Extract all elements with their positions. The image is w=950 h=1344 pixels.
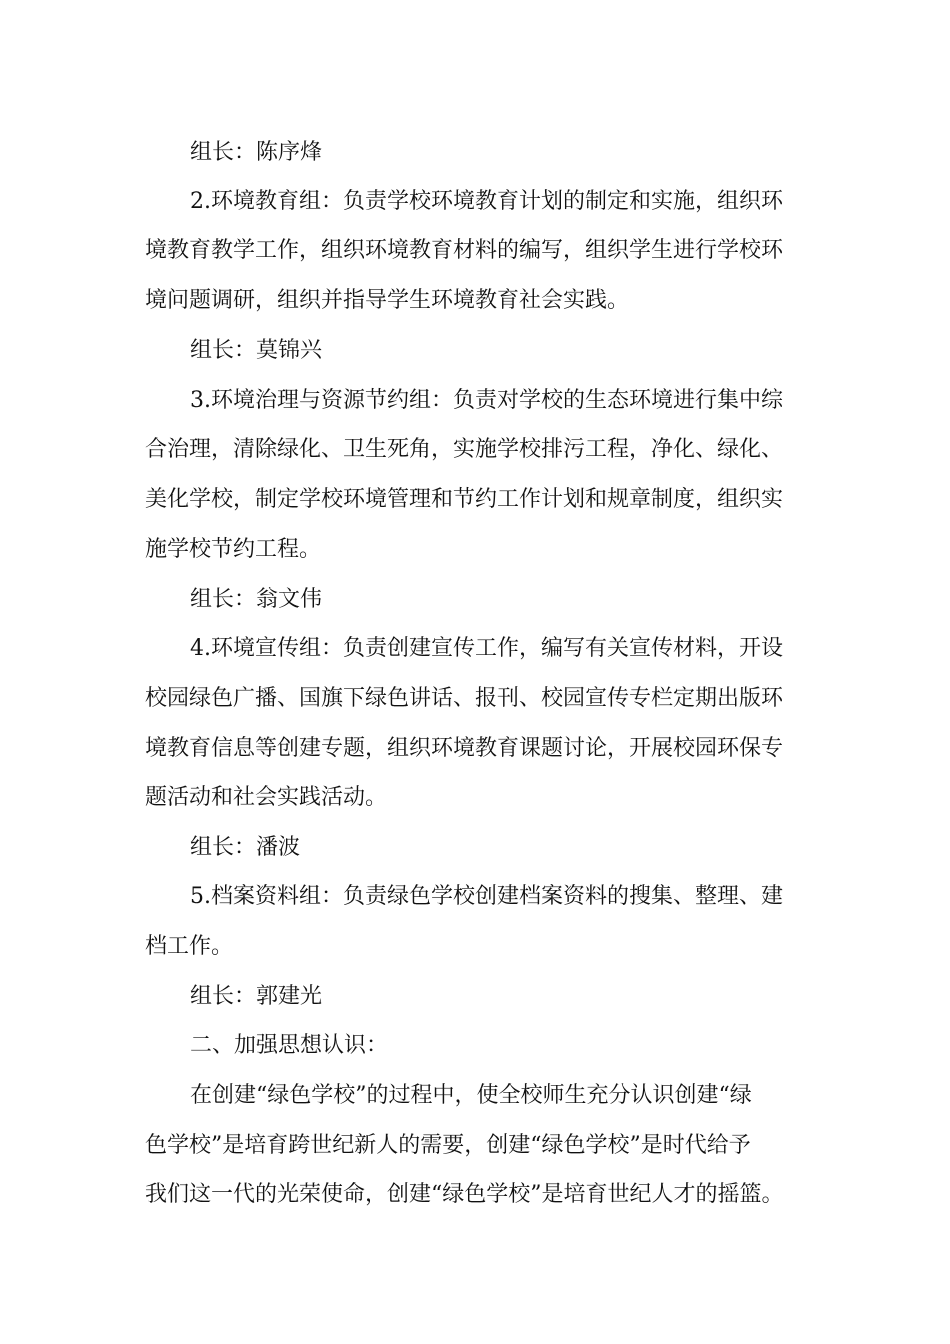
text-line: 境教育信息等创建专题，组织环境教育课题讨论，开展校园环保专: [145, 736, 784, 761]
section-heading: 二、加强思想认识：: [190, 1033, 389, 1058]
text-line: 施学校节约工程。: [145, 537, 322, 562]
text-line-group-5-start: 5.档案资料组：负责绿色学校创建档案资料的搜集、整理、建: [190, 884, 783, 909]
text-line-group-3-start: 3.环境治理与资源节约组：负责对学校的生态环境进行集中综: [190, 388, 783, 413]
text-line-group-2-start: 2.环境教育组：负责学校环境教育计划的制定和实施，组织环: [190, 189, 783, 214]
text-line-leader-4: 组长：潘波: [190, 835, 301, 860]
text-line: 档工作。: [145, 934, 234, 959]
text-line: 题活动和社会实践活动。: [145, 785, 388, 810]
text-line: 境教育教学工作，组织环境教育材料的编写，组织学生进行学校环: [145, 238, 784, 263]
text-line: 校园绿色广播、国旗下绿色讲话、报刊、校园宣传专栏定期出版环: [145, 686, 784, 711]
text-line-paragraph-start: 在创建“绿色学校”的过程中，使全校师生充分认识创建“绿: [190, 1083, 752, 1108]
text-line-group-4-start: 4.环境宣传组：负责创建宣传工作，编写有关宣传材料，开设: [190, 636, 783, 661]
text-line: 美化学校，制定学校环境管理和节约工作计划和规章制度，组织实: [145, 487, 784, 512]
text-line-leader-1: 组长：陈序烽: [190, 140, 323, 165]
text-line-leader-3: 组长：翁文伟: [190, 587, 323, 612]
text-line-leader-2: 组长：莫锦兴: [190, 338, 323, 363]
text-line: 我们这一代的光荣使命，创建“绿色学校”是培育世纪人才的摇篮。: [145, 1182, 784, 1207]
text-line: 色学校”是培育跨世纪新人的需要，创建“绿色学校”是时代给予: [145, 1133, 751, 1158]
text-line-leader-5: 组长：郭建光: [190, 984, 323, 1009]
text-line: 合治理，清除绿化、卫生死角，实施学校排污工程，净化、绿化、: [145, 437, 784, 462]
text-line: 境问题调研，组织并指导学生环境教育社会实践。: [145, 288, 630, 313]
